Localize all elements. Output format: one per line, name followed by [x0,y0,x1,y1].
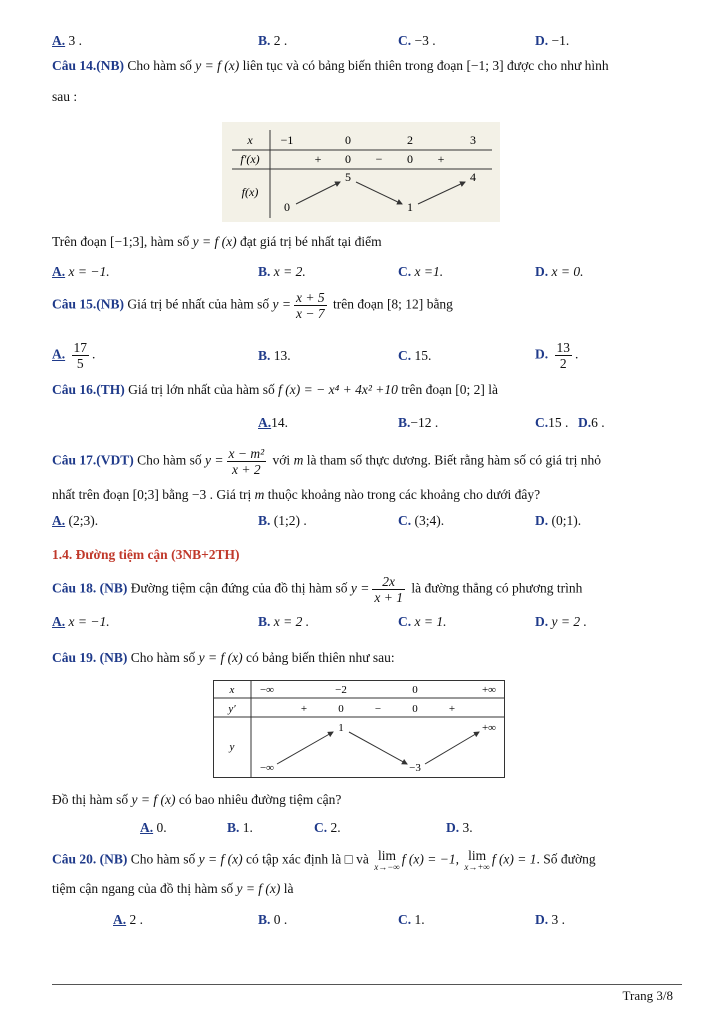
question-tag: Câu 19. (NB) [52,650,128,665]
option-label: C. [398,348,412,363]
q15-option-b[interactable] [258,348,291,364]
option-label: C. [398,614,412,629]
question-tag: Câu 17.(VDT) [52,452,134,468]
x-value: −∞ [259,684,275,696]
numerator: x − m² [228,446,265,461]
q20-stem [52,849,596,872]
page-number: Trang 3/8 [622,988,673,1003]
q19-option-b[interactable] [227,820,253,836]
option-label: C. [398,912,412,927]
option-text: 0 . [273,912,288,927]
q15-option-c[interactable] [398,348,431,364]
q16-option-a[interactable] [258,415,288,431]
q15-option-d[interactable]: D. $\frac{13}{2}$ . [535,340,579,371]
fraction [72,340,90,371]
lim-sub: x→−∞ [374,862,400,872]
option-text: 15 . [548,415,569,430]
text: Giá trị bé nhất của hàm số [127,296,270,312]
answer-label: A. [258,415,272,430]
option-text: 15. [414,348,432,363]
f-value: 5 [345,170,351,184]
fraction [294,290,327,321]
answer-label: A. [52,264,66,279]
text: bằng −3 . Giá trị [162,487,252,502]
text: , hàm số [143,234,190,249]
numerator: 2x [372,574,405,590]
option-label: D. [535,513,549,528]
option-label: C. [398,513,412,528]
option-text: x = −1. [68,264,110,279]
q13-option-d[interactable] [535,33,569,49]
x-value: 0 [345,133,351,147]
q14-option-b[interactable] [258,264,306,280]
text: . Số đường [536,851,596,867]
y-value: 1 [338,722,344,734]
q19-question [52,792,341,808]
option-label: C. [398,33,412,48]
limit [374,849,399,872]
text: là [488,382,499,397]
option-label: D. [535,614,549,629]
text: nhất trên đoạn [52,487,130,502]
lim: lim [468,848,487,863]
math: m [293,452,304,468]
text: và [356,851,369,867]
q15-option-a[interactable]: A. $\frac{17}{5}$ . [52,340,96,371]
question-tag: Câu 20. (NB) [52,851,128,867]
option-text: 3 . [551,912,565,927]
math: y = f (x) [198,851,243,867]
text: trên đoạn [332,296,384,312]
text: có bảng biến thiên như sau: [246,650,395,665]
option-label: B. [258,33,271,48]
x-value: −2 [335,684,347,696]
answer-label: A. [52,614,66,629]
q16-stem [52,382,498,398]
q17-stem [52,446,601,477]
q19-option-a[interactable] [140,820,167,836]
math: y = f (x) [195,58,240,73]
option-text: x = 1. [414,614,447,629]
row-label: y′ [228,703,236,715]
option-label: B. [258,264,271,279]
math: y = f (x) [236,881,281,896]
q20-option-a[interactable] [113,912,143,928]
option-text: 1. [242,820,253,835]
row-label: x [247,133,253,147]
text: Cho hàm số [130,650,196,665]
sign: 0 [345,152,351,166]
answer-label: A. [52,346,66,362]
math: [0; 2] [455,382,485,397]
q13-option-a[interactable] [52,33,82,49]
denominator: x + 2 [232,462,261,477]
text: Đường tiệm cận đứng của đồ thị hàm số [130,580,348,596]
option-text: 2. [330,820,341,835]
q13-option-c[interactable] [398,33,436,49]
row-label: y [229,741,235,753]
q17-option-c[interactable] [398,513,444,529]
q14-variation-table [222,122,500,222]
lim-sub: x→+∞ [464,862,490,872]
option-text: 3 . [68,33,82,48]
option-label: B. [258,348,271,363]
q20-stem-cont [52,881,294,897]
option-label: B. [258,513,271,528]
text: Cho hàm số [137,452,202,468]
answer-label: A. [52,33,66,48]
lim: lim [377,848,396,863]
q13-option-b[interactable] [258,33,287,49]
row-label: f′(x) [240,152,260,166]
q18-option-b[interactable] [258,614,309,630]
question-tag: Câu 18. (NB) [52,580,128,596]
sign: + [300,703,308,715]
x-value: 2 [407,133,413,147]
q18-stem [52,574,582,605]
text: với [272,452,291,468]
math: y = [350,580,370,596]
option-text: x = 2 . [273,614,310,629]
table-bg [222,122,500,222]
y-value: +∞ [481,722,497,734]
math: m [254,487,265,502]
f-value: 0 [284,200,290,214]
option-text: 13. [273,348,291,363]
sign: 0 [407,152,413,166]
option-text: 0. [156,820,167,835]
text: bằng [426,296,453,312]
row-label: x [229,684,235,696]
q18-option-d[interactable] [535,614,587,630]
sign: − [374,703,382,715]
option-text: −1. [551,33,570,48]
math: f (x) = − x⁴ + 4x² +10 [278,382,398,397]
text: sau : [52,89,78,104]
fraction [372,574,405,605]
fraction [227,446,267,477]
option-text: 14. [271,415,288,430]
option-text: y = 2 . [551,614,587,629]
f-value: 4 [470,170,476,184]
q20-option-d[interactable] [535,912,565,928]
q14-option-a[interactable] [52,264,110,280]
option-text: x = 0. [551,264,584,279]
option-label: D. [446,820,460,835]
denominator: 5 [76,356,84,371]
q16-option-b[interactable] [398,415,438,431]
limit [464,849,489,872]
math: [−1; 3] [466,58,504,73]
denominator: 2 [559,356,567,371]
row-label: f(x) [241,185,259,199]
option-text: x =1. [414,264,444,279]
option-label: B. [258,614,271,629]
numerator: 17 [73,340,87,355]
option-label: B. [258,912,271,927]
x-value: 0 [412,684,418,696]
option-text: (2;3). [68,513,99,528]
q14-option-d[interactable] [535,264,583,280]
sign: + [314,152,322,166]
q15-stem [52,290,453,321]
answer-label: A. [52,513,66,528]
answer-label: A. [113,912,127,927]
x-value: 3 [470,133,476,147]
text: thuộc khoảng nào trong các khoảng cho dưới đây? [267,487,541,502]
q17-option-d[interactable] [535,513,581,529]
q19-stem [52,650,395,666]
math: y = f (x) [131,792,176,807]
text: tiệm cận ngang của đồ thị hàm số [52,881,234,896]
q20-option-c[interactable] [398,912,425,928]
q17-option-a[interactable] [52,513,98,529]
x-value: −1 [280,133,294,147]
q19-variation-table [213,680,505,778]
q16-option-c[interactable] [535,415,568,431]
q17-option-b[interactable] [258,513,307,529]
numerator: x + 5 [295,290,325,305]
option-text: 1. [414,912,425,927]
text: liên tục và có bảng biến thiên trong đoạn [242,58,464,73]
sign: + [448,703,456,715]
q20-option-b[interactable] [258,912,287,928]
option-label: C. [535,415,549,430]
option-text: 2 . [129,912,143,927]
math: [8; 12] [386,296,424,312]
q17-stem-cont [52,487,540,503]
option-label: D. [535,346,549,362]
sign: 0 [338,703,344,715]
x-value: +∞ [481,684,497,696]
option-text: (3;4). [414,513,445,528]
math: y = [205,452,224,468]
section-heading: 1.4. Đường tiệm cận (3NB+2TH) [52,547,240,562]
sign: 0 [412,703,418,715]
option-text: −3 . [414,33,436,48]
f-value: 1 [407,200,413,214]
math: □ [344,851,353,867]
option-text: (0;1). [551,513,582,528]
q19-option-c[interactable] [314,820,341,836]
sign: + [437,152,445,166]
text: Cho hàm số [127,58,192,73]
text: Trên đoạn [52,234,107,249]
q14-stem-cont [52,89,77,105]
answer-label: A. [140,820,154,835]
option-text: −12 . [410,415,439,430]
fraction [555,340,573,371]
text: là đường thẳng có phương trình [411,580,583,596]
option-text: (1;2) . [273,513,307,528]
denominator: x + 1 [374,590,403,605]
denominator: x − 7 [295,306,325,321]
q14-question [52,234,382,250]
q18-option-a[interactable] [52,614,110,630]
y-value: −∞ [259,762,275,774]
math: y = [272,296,291,312]
sign: − [375,152,383,166]
q16-option-d[interactable] [578,415,605,431]
text: có tập xác định là [246,851,342,867]
q18-option-c[interactable] [398,614,446,630]
math: f (x) = 1 [491,851,537,867]
math: [−1;3] [110,234,144,249]
y-value: −3 [409,762,421,774]
option-text: x = 2. [273,264,306,279]
text: Cho hàm số [130,851,196,867]
option-label: D. [578,415,592,430]
math: [0;3] [132,487,159,502]
option-label: C. [314,820,328,835]
text: Đồ thị hàm số [52,792,129,807]
text: trên đoạn [401,382,452,397]
option-label: D. [535,912,549,927]
option-text: 3. [462,820,473,835]
option-label: B. [398,415,411,430]
q19-option-d[interactable] [446,820,473,836]
numerator: 13 [556,340,570,355]
question-tag: Câu 16.(TH) [52,382,125,397]
option-label: B. [227,820,240,835]
option-label: C. [398,264,412,279]
math: y = f (x) [198,650,243,665]
text: là [283,881,294,896]
question-tag: Câu 14.(NB) [52,58,125,73]
math: f (x) = −1, [401,851,459,867]
q14-option-c[interactable] [398,264,443,280]
table-border [214,681,505,778]
footer-divider [52,984,682,985]
option-text: 2 . [273,33,288,48]
q14-stem [52,58,609,74]
question-tag: Câu 15.(NB) [52,296,125,312]
text: là tham số thực dương. Biết rằng hàm số có giá trị nhỏ [306,452,602,468]
text: được cho như hình [507,58,609,73]
text: có bao nhiêu đường tiệm cận? [178,792,342,807]
text: đạt giá trị bé nhất tại điểm [239,234,382,249]
option-text: 6 . [591,415,605,430]
option-label: D. [535,33,549,48]
option-text: x = −1. [68,614,110,629]
text: Giá trị lớn nhất của hàm số [128,382,275,397]
math: y = f (x) [192,234,237,249]
option-label: D. [535,264,549,279]
